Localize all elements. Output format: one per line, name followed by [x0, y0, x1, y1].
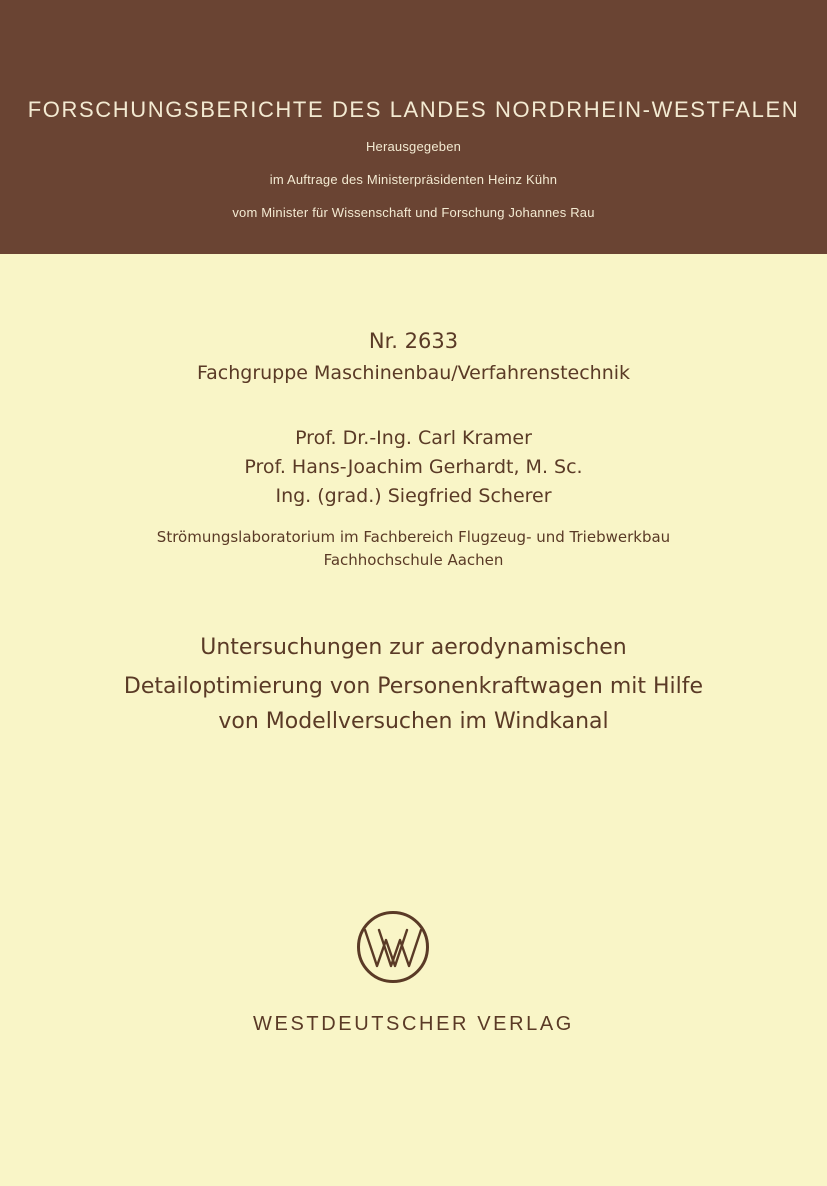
institution-line-2: Fachhochschule Aachen [323, 551, 504, 569]
title-line-1: Untersuchungen zur aerodynamischen [200, 635, 627, 660]
header-line-commission: im Auftrage des Ministerpräsidenten Heinz Kühn [269, 172, 558, 187]
report-number: Nr. 2633 [368, 329, 459, 353]
title-line-2: Detailoptimierung von Personenkraftwagen mit Hilfe [123, 674, 704, 699]
header-band [0, 0, 827, 254]
author-3: Ing. (grad.) Siegfried Scherer [275, 485, 552, 507]
author-1: Prof. Dr.-Ing. Carl Kramer [295, 427, 532, 449]
series-title: FORSCHUNGSBERICHTE DES LANDES NORDRHEIN-WESTFALEN [27, 97, 800, 122]
publisher-logo-icon [356, 910, 430, 984]
title-line-3: von Modellversuchen im Windkanal [218, 709, 609, 734]
institution-line-1: Strömungslaboratorium im Fachbereich Flugzeug- und Triebwerkbau [156, 528, 671, 546]
header-line-editor: Herausgegeben [365, 139, 462, 154]
author-2: Prof. Hans-Joachim Gerhardt, M. Sc. [244, 456, 583, 478]
header-line-minister: vom Minister für Wissenschaft und Forschung Johannes Rau [232, 205, 595, 220]
publisher-name: WESTDEUTSCHER VERLAG [253, 1013, 574, 1035]
fachgruppe: Fachgruppe Maschinenbau/Verfahrenstechnik [196, 362, 631, 384]
